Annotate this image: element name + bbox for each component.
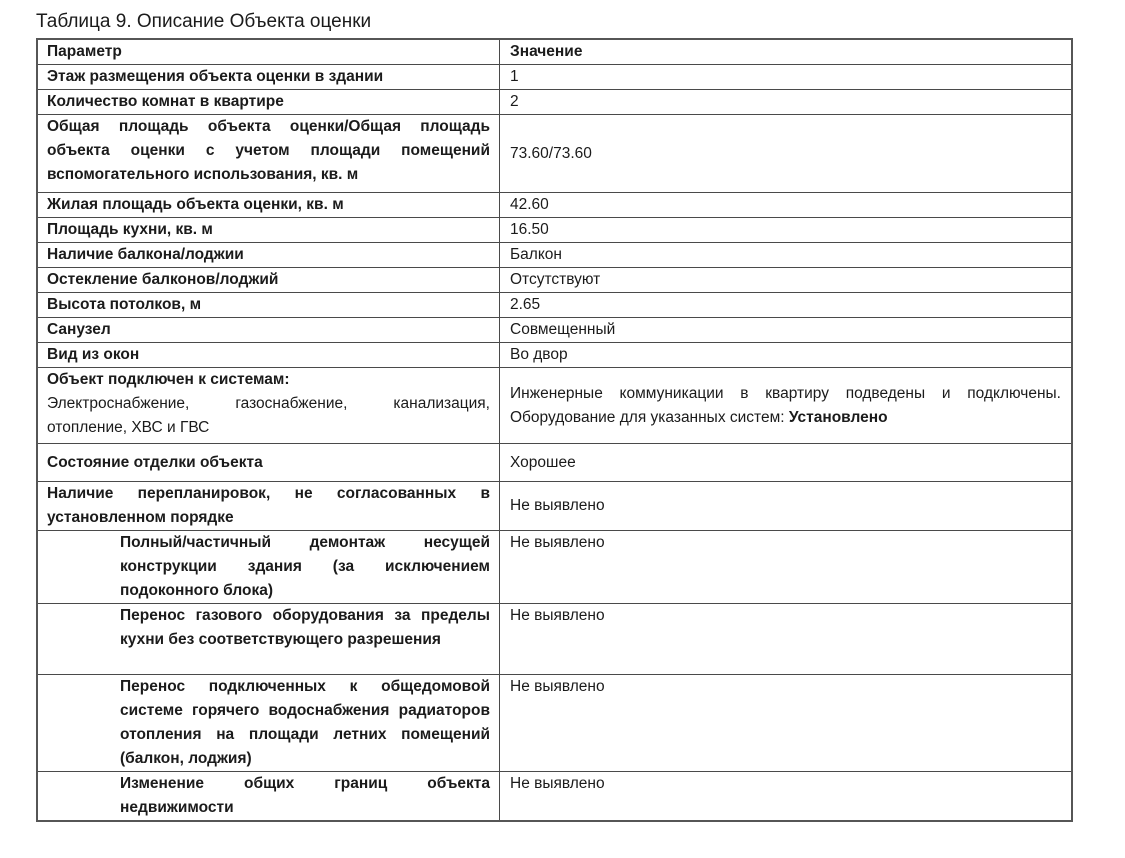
value-cell: Не выявлено <box>510 678 605 695</box>
table-row-sub <box>38 530 1071 603</box>
table-row-sub <box>38 674 1071 771</box>
param-cell: Наличие перепланировок, не согласованных в установленном порядке <box>38 482 500 530</box>
table-row <box>38 64 1071 89</box>
param-cell <box>38 368 500 443</box>
table-row <box>38 292 1071 317</box>
table-row <box>38 342 1071 367</box>
header-param-cell: Параметр <box>38 40 500 64</box>
param-cell: Общая площадь объекта оценки/Общая площадь объекта оценки с учетом площади помещений вспомогательного использования, кв. м <box>38 115 500 192</box>
table-header-row <box>38 40 1071 64</box>
param-cell: Жилая площадь объекта оценки, кв. м <box>38 193 500 217</box>
param-cell: Количество комнат в квартире <box>38 90 500 114</box>
param-cell: Состояние отделки объекта <box>38 444 500 481</box>
param-cell: Изменение общих границ объекта недвижимости <box>38 772 500 820</box>
value-prefix: Инженерные коммуникации в квартиру подведены и подключены. Оборудование для указанных систем: <box>510 384 1061 426</box>
param-cell: Вид из окон <box>38 343 500 367</box>
table-row-sub <box>38 603 1071 674</box>
table-row-sub <box>38 771 1071 820</box>
table-row <box>38 242 1071 267</box>
param-cell: Остекление балконов/лоджий <box>38 268 500 292</box>
value-cell: Не выявлено <box>510 534 605 551</box>
table-row <box>38 114 1071 192</box>
table-row <box>38 217 1071 242</box>
value-cell: Совмещенный <box>510 321 616 338</box>
value-cell: 42.60 <box>510 196 549 213</box>
table-row <box>38 267 1071 292</box>
value-bold: Установлено <box>788 408 888 426</box>
param-detail: Электроснабжение, газоснабжение, канализация, отопление, ХВС и ГВС <box>47 395 490 436</box>
value-text: 73.60/73.60 <box>510 144 592 162</box>
param-cell: Санузел <box>38 318 500 342</box>
value-cell: 16.50 <box>510 221 549 238</box>
value-cell: 1 <box>510 68 519 85</box>
param-title: Объект подключен к системам: <box>47 371 290 388</box>
param-cell: Полный/частичный демонтаж несущей конструкции здания (за исключением подоконного блока) <box>38 531 500 603</box>
table-row <box>38 89 1071 114</box>
value-cell <box>500 115 1071 192</box>
valuation-object-table <box>36 38 1073 822</box>
table-row <box>38 317 1071 342</box>
table-caption: Таблица 9. Описание Объекта оценки <box>36 11 372 32</box>
value-cell <box>500 482 1071 530</box>
value-cell: Во двор <box>510 346 568 363</box>
value-cell: Балкон <box>510 246 562 263</box>
value-text: Не выявлено <box>510 497 605 514</box>
table-row-systems <box>38 367 1071 443</box>
param-cell: Наличие балкона/лоджии <box>38 243 500 267</box>
param-cell: Площадь кухни, кв. м <box>38 218 500 242</box>
param-cell: Перенос подключенных к общедомовой системе горячего водоснабжения радиаторов отопления на площади летних помещений (балкон, лоджия) <box>38 675 500 771</box>
table-row <box>38 192 1071 217</box>
param-cell: Этаж размещения объекта оценки в здании <box>38 65 500 89</box>
param-cell: Высота потолков, м <box>38 293 500 317</box>
value-cell: 2.65 <box>510 296 541 313</box>
value-cell: 2 <box>510 93 519 110</box>
header-value-cell: Значение <box>510 43 583 60</box>
value-cell: Хорошее <box>510 453 576 471</box>
value-cell: Не выявлено <box>510 607 605 624</box>
value-cell: Отсутствуют <box>510 271 601 288</box>
param-cell: Перенос газового оборудования за пределы кухни без соответствующего разрешения <box>38 604 500 674</box>
value-text <box>510 382 1061 430</box>
value-cell: Не выявлено <box>510 775 605 792</box>
value-cell <box>500 368 1071 443</box>
table-row <box>38 481 1071 530</box>
table-row <box>38 443 1071 481</box>
